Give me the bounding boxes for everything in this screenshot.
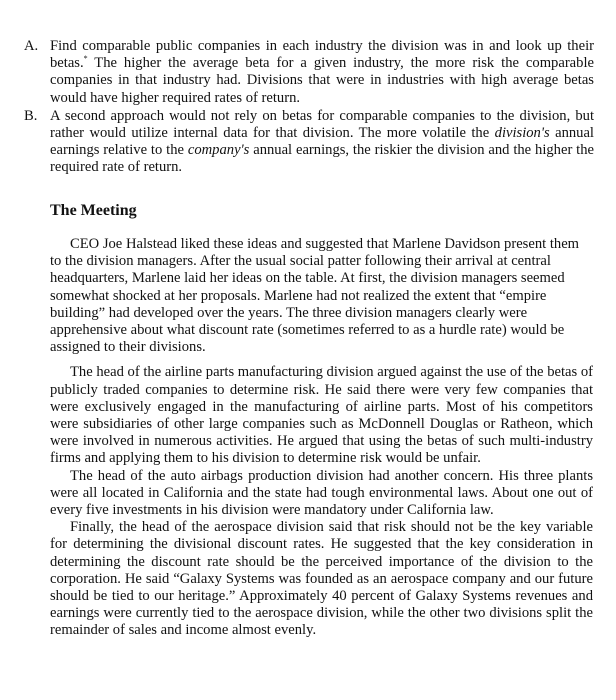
- section-body: [50, 236, 593, 640]
- paragraph: CEO Joe Halstead liked these ideas and suggested that Marlene Davidson present them to the division managers. After the usual social patter following their arrival at central headquarters, Marlene laid her ideas on the table. At first, the division managers seemed somewhat shocked at her proposals. Marlene had not realized the extent that “empire building” had developed over the years. The three division managers clearly were apprehensive about what discount rate (sometimes referred to as a hurdle rate) would be assigned to their divisions.: [50, 236, 580, 356]
- list-item-text: A second approach would not rely on betas for comparable companies to the division, but rather would utilize internal data for that division. The more volatile the division's annual earnings relative to the company's annual earnings, the riskier the division and the higher the required rate of return.: [50, 107, 594, 176]
- approach-list: [24, 38, 594, 178]
- list-item-b: [24, 108, 594, 177]
- list-marker: B.: [24, 107, 38, 124]
- paragraph: The head of the airline parts manufacturing division argued against the use of the betas of publicly traded companies to determine risk. He said there were very few companies that were exclusively engaged in the manufacturing of airline parts. Most of his competitors were subsidiaries of other large companies such as McDonnell Douglas or Ratheon, which were involved in numerous activities. He argued that using the betas of such multi-industry firms and applying them to his division to determine risk would be unfair.: [50, 364, 593, 467]
- paragraph: The head of the auto airbags production division had another concern. His three plants were all located in California and the state had tough environmental laws. About one out of every five investments in his division were mandatory under California law.: [50, 467, 593, 519]
- paragraph: Finally, the head of the aerospace division said that risk should not be the key variable for determining the divisional discount rates. He suggested that the key consideration in determining the discount rate should be the perceived importance of the division to the corporation. He said “Galaxy Systems was founded as an aerospace company and our future should be tied to our heritage.” Approximately 40 percent of Galaxy Systems revenues and earnings were currently tied to the aerospace division, while the other two divisions split the remainder of sales and income almost evenly.: [50, 519, 593, 639]
- list-item-a: [24, 38, 594, 107]
- footnote-mark: *: [83, 54, 88, 64]
- list-item-text: Find comparable public companies in each industry the division was in and look up their betas.* The higher the average beta for a given industry, the more risk the comparable companies in that industry had. Divisions that were in industries with high average betas would have higher required rates of return.: [50, 38, 594, 106]
- list-marker: A.: [24, 38, 39, 54]
- section-heading: The Meeting: [50, 202, 137, 219]
